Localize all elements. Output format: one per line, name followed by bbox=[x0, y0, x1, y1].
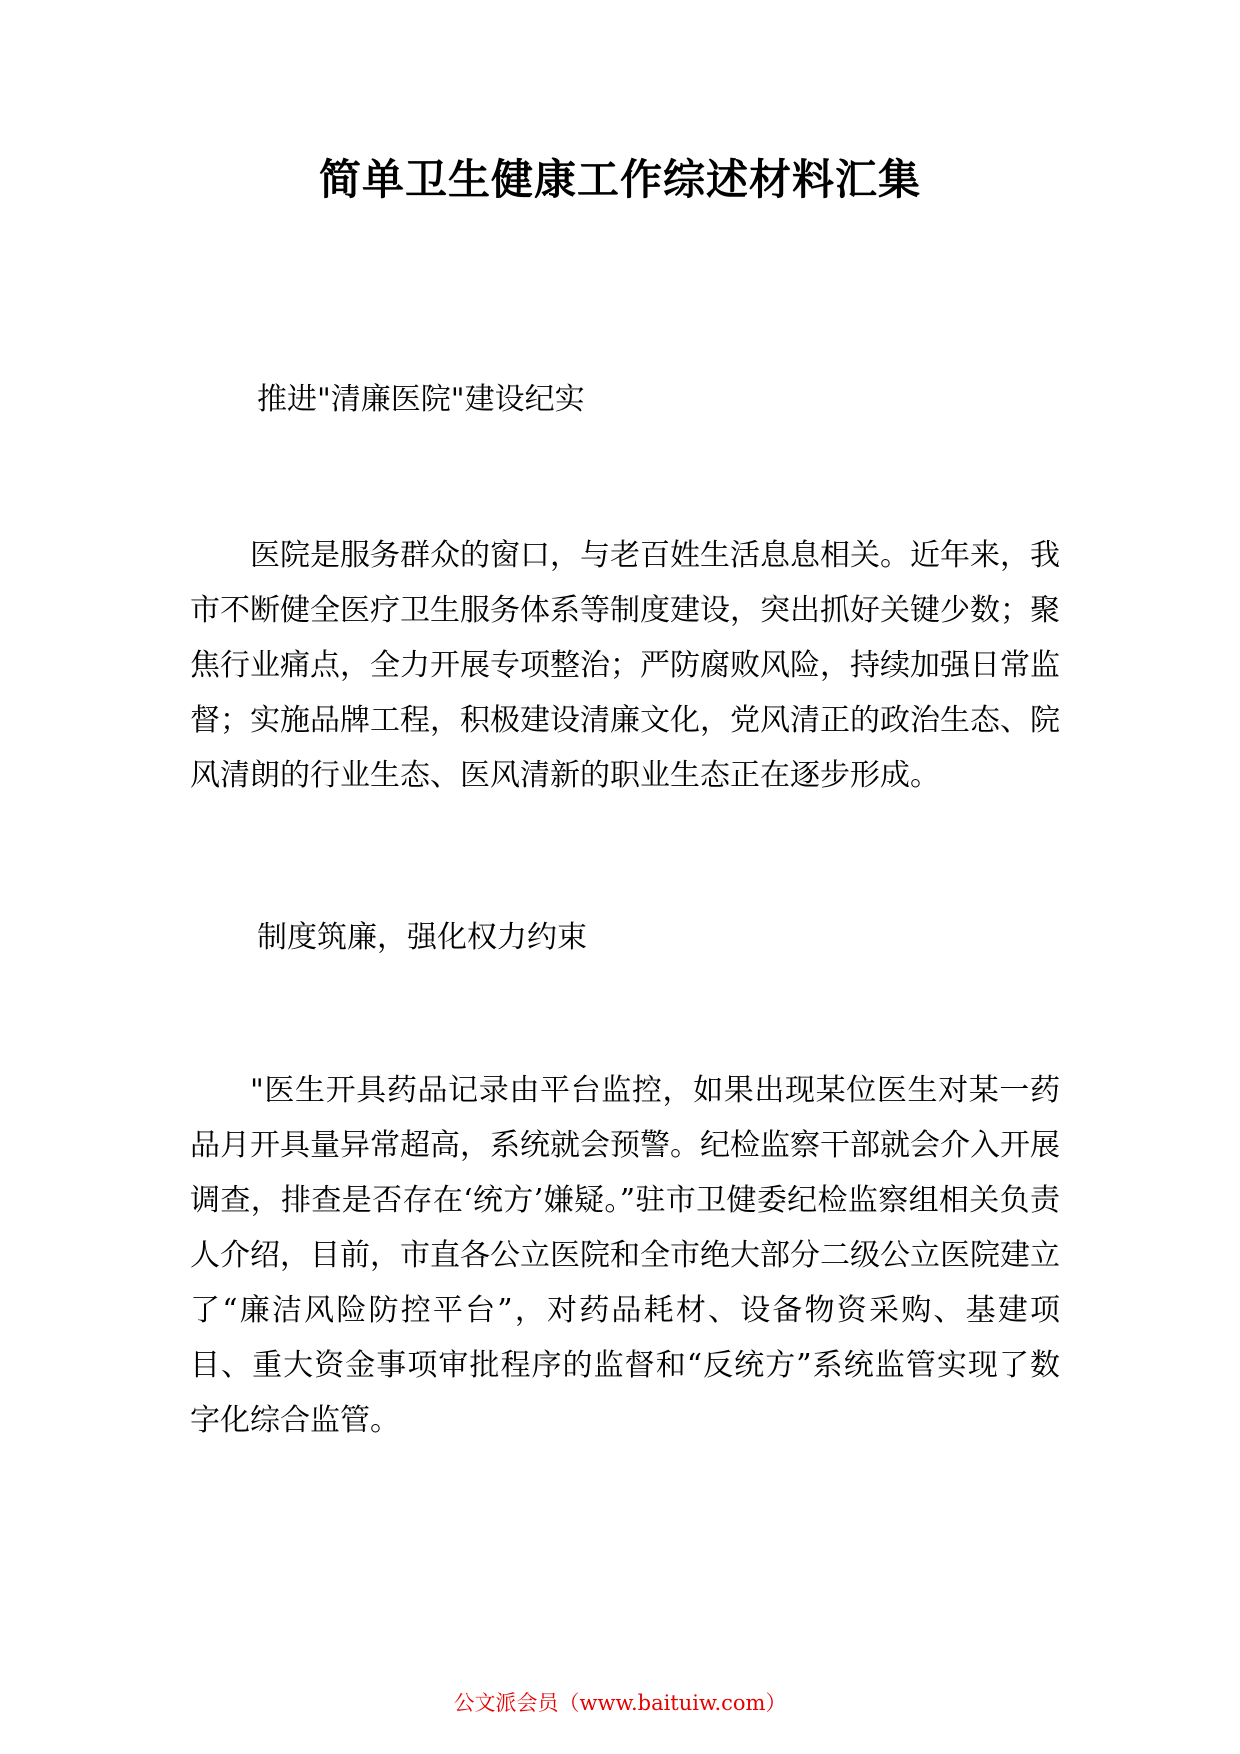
page-title: 简单卫生健康工作综述材料汇集 bbox=[318, 155, 921, 204]
body-paragraph-intro: 医院是服务群众的窗口，与老百姓生活息息相关。近年来，我市不断健全医疗卫生服务体系等制度建设，突出抓好关键少数；聚焦行业痛点，全力开展专项整治；严防腐败风险，持续加强日常监督；实施品牌工程，积极建设清廉文化，党风清正的政治生态、院风清朗的行业生态、医风清新的职业生态正在逐步形成。 bbox=[190, 538, 1060, 793]
section-heading-clean-hospital: 推进"清廉医院"建设纪实 bbox=[257, 382, 585, 417]
footer-watermark-link[interactable]: 公文派会员（www.baituiw.com） bbox=[453, 1691, 787, 1715]
body-paragraph-platform: "医生开具药品记录由平台监控，如果出现某位医生对某一药品月开具量异常超高，系统就会预警。纪检监察干部就会介入开展调查，排查是否存在‘统方’嫌疑。”驻市卫健委纪检监察组相关负责人介绍，目前，市直各公立医院和全市绝大部分二级公立医院建立了“廉洁风险防控平台”，对药品耗材、设备物资采购、基建项目、重大资金事项审批程序的监督和“反统方”系统监管实现了数字化综合监管。 bbox=[190, 1073, 1060, 1438]
section-heading-institution: 制度筑廉，强化权力约束 bbox=[257, 920, 587, 955]
